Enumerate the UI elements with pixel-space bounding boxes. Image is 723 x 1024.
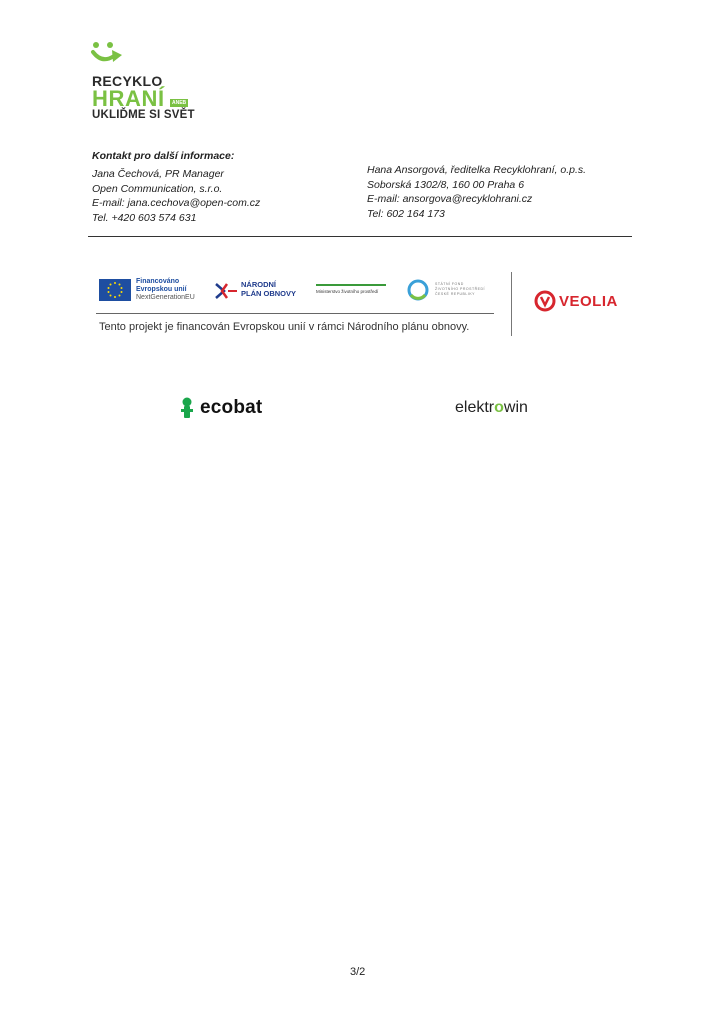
mzp-logo	[316, 284, 386, 294]
eu-flag-icon	[99, 279, 131, 301]
eu-text-line1: Financováno	[136, 278, 180, 285]
contact-right-address: Soborská 1302/8, 160 00 Praha 6	[367, 178, 525, 191]
logo-line-hrani: HRANÍ	[92, 86, 165, 111]
npo-line2: PLÁN OBNOVY	[241, 289, 297, 298]
sfzp-text	[435, 282, 485, 297]
contact-heading: Kontakt pro další informace:	[92, 150, 235, 162]
ecobat-wordmark: ecobat	[200, 397, 263, 418]
contact-right	[367, 163, 586, 221]
divider-line	[88, 236, 632, 237]
logo-aneb-badge: ANEB	[172, 100, 187, 106]
sfzp-line2: ŽIVOTNÍHO PROSTŘEDÍ	[435, 287, 485, 291]
elektrowin-part2: win	[503, 399, 528, 416]
mzp-text: Ministerstvo životního prostředí	[316, 289, 379, 294]
npo-line1: NÁRODNÍ	[241, 280, 276, 289]
contact-right-name: Hana Ansorgová, ředitelka Recyklohraní, o.p.s.	[367, 164, 587, 176]
funding-underline	[96, 313, 494, 314]
vertical-separator	[511, 272, 512, 336]
funding-logos	[96, 270, 626, 340]
npo-arrows-icon	[214, 280, 238, 302]
ecobat-battery-icon	[178, 396, 200, 422]
veolia-icon	[534, 290, 556, 312]
elektrowin-o: o	[494, 399, 504, 416]
ecobat-logo	[178, 393, 303, 425]
contact-left-company: Open Communication, s.r.o.	[92, 182, 223, 195]
logo-line-recyklo: RECYKLO	[92, 73, 163, 89]
elektrowin-logo	[455, 399, 528, 417]
eu-funding-text	[136, 278, 195, 302]
page-number: 3/2	[350, 966, 366, 978]
funding-caption: Tento projekt je financován Evropskou unií v rámci Národního plánu obnovy.	[99, 321, 470, 333]
sfzp-line1: STÁTNÍ FOND	[435, 282, 464, 286]
recyklohrani-logo	[88, 40, 208, 122]
contact-left-email: E-mail: jana.cechova@open-com.cz	[92, 197, 261, 209]
sfzp-line3: ČESKÉ REPUBLIKY	[435, 292, 475, 296]
npo-text	[241, 280, 296, 298]
contact-left-name: Jana Čechová, PR Manager	[92, 168, 224, 180]
elektrowin-part1: elektr	[455, 399, 495, 416]
contact-left	[92, 167, 260, 225]
sfzp-circle-icon	[406, 278, 430, 302]
smile-arrow-icon	[88, 40, 128, 72]
contact-right-phone: Tel: 602 164 173	[367, 207, 445, 220]
veolia-wordmark: VEOLIA	[559, 293, 618, 310]
contact-right-email: E-mail: ansorgova@recyklohrani.cz	[367, 193, 533, 205]
contact-left-phone: Tel. +420 603 574 631	[92, 211, 197, 224]
eu-text-line2: Evropskou unií	[136, 286, 187, 293]
logo-line-uklidme: UKLIĎME SI SVĚT	[92, 109, 195, 121]
eu-text-line3: NextGenerationEU	[136, 294, 195, 301]
